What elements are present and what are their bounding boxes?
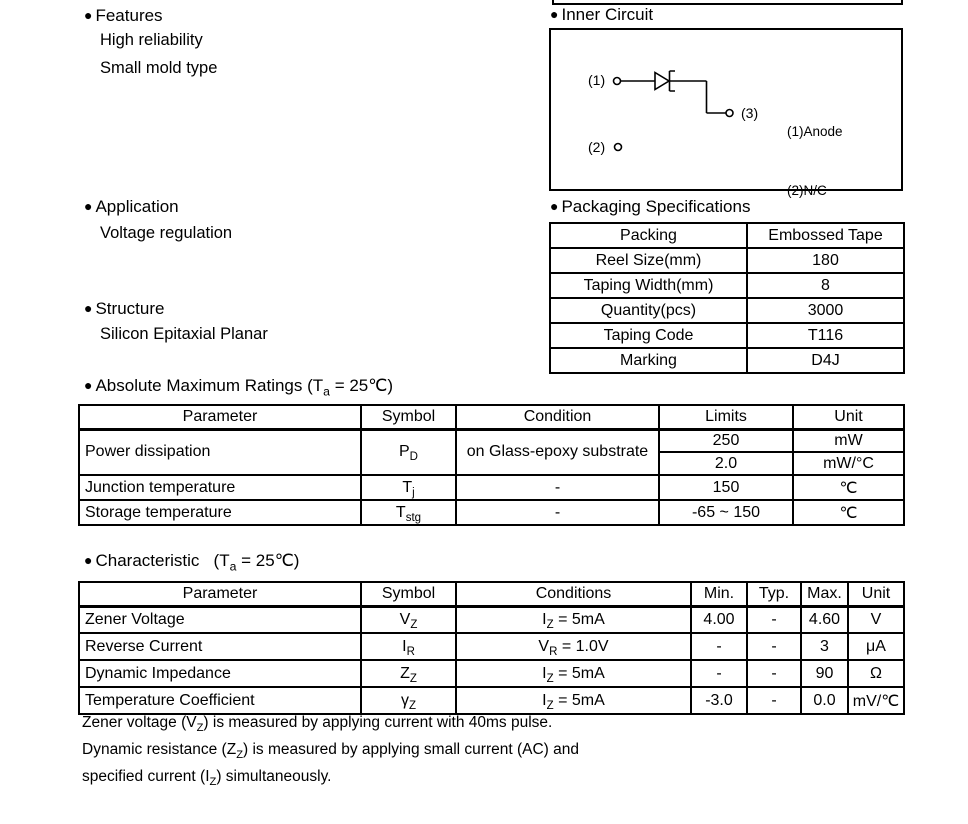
feature-item: Small mold type bbox=[100, 59, 218, 77]
packaging-title-text: Packaging Specifications bbox=[561, 197, 751, 216]
table-row bbox=[550, 323, 904, 348]
cell-limits: 150 bbox=[659, 475, 793, 500]
bullet-icon: ● bbox=[84, 7, 93, 23]
packaging-value: T116 bbox=[747, 323, 904, 348]
col-header: Parameter bbox=[79, 582, 361, 606]
cell-symbol: $Z_Z$ bbox=[361, 660, 456, 687]
pin-2-label: (2) bbox=[588, 139, 606, 155]
cell-min: - bbox=[691, 660, 747, 687]
packaging-value: 8 bbox=[747, 273, 904, 298]
pin-1-label: (1) bbox=[588, 72, 606, 88]
structure-title-text: Structure bbox=[95, 299, 165, 318]
cell-max: 4.60 bbox=[801, 606, 848, 633]
table-row bbox=[79, 429, 904, 452]
cell-parameter: Storage temperature bbox=[79, 500, 361, 525]
cell-typ: - bbox=[747, 633, 801, 660]
cell-unit: V bbox=[848, 606, 904, 633]
table-row bbox=[550, 223, 904, 248]
cell-conditions: $I_Z = 5mA$ bbox=[456, 687, 691, 714]
cell-parameter: Power dissipation bbox=[79, 429, 361, 475]
feature-item: High reliability bbox=[100, 31, 203, 49]
application-title bbox=[84, 197, 179, 217]
cell-condition: on Glass-epoxy substrate bbox=[456, 429, 659, 475]
table-row bbox=[550, 248, 904, 273]
col-header: Typ. bbox=[747, 582, 801, 606]
features-title-text: Features bbox=[95, 6, 163, 25]
cell-unit: Ω bbox=[848, 660, 904, 687]
cell-limits: 2.0 bbox=[659, 452, 793, 475]
amr-title-text: Absolute Maximum Ratings ($T_a$ = 25℃) bbox=[95, 376, 394, 399]
cell-symbol: $T_j$ bbox=[361, 475, 456, 500]
col-header: Limits bbox=[659, 405, 793, 429]
cell-conditions: $I_Z = 5mA$ bbox=[456, 660, 691, 687]
col-header: Condition bbox=[456, 405, 659, 429]
table-row bbox=[550, 348, 904, 373]
cell-symbol: $V_Z$ bbox=[361, 606, 456, 633]
features-title bbox=[84, 6, 163, 26]
table-row bbox=[550, 298, 904, 323]
table-row bbox=[79, 687, 904, 714]
table-header-row bbox=[79, 582, 904, 606]
cell-min: -3.0 bbox=[691, 687, 747, 714]
cell-condition: - bbox=[456, 500, 659, 525]
bullet-icon: ● bbox=[84, 300, 93, 316]
structure-title bbox=[84, 299, 164, 319]
cell-conditions: $I_Z = 5mA$ bbox=[456, 606, 691, 633]
table-row bbox=[550, 273, 904, 298]
cell-min: 4.00 bbox=[691, 606, 747, 633]
packaging-value: D4J bbox=[747, 348, 904, 373]
table-row bbox=[79, 606, 904, 633]
cell-max: 3 bbox=[801, 633, 848, 660]
cell-conditions: $V_R = 1.0V$ bbox=[456, 633, 691, 660]
cell-typ: - bbox=[747, 687, 801, 714]
cell-min: - bbox=[691, 633, 747, 660]
bullet-icon: ● bbox=[84, 198, 93, 214]
characteristic-title-text: Characteristic ($T_a$ = 25℃) bbox=[95, 551, 300, 574]
inner-circuit-title-text: Inner Circuit bbox=[561, 5, 654, 24]
packaging-label: Reel Size(mm) bbox=[550, 248, 747, 273]
cell-parameter: Temperature Coefficient bbox=[79, 687, 361, 714]
col-header: Symbol bbox=[361, 582, 456, 606]
col-header: Symbol bbox=[361, 405, 456, 429]
packaging-value: 3000 bbox=[747, 298, 904, 323]
footnote: Dynamic resistance $(Z_Z)$ is measured by applying small current (AC) and bbox=[82, 741, 579, 762]
cell-symbol: $P_D$ bbox=[361, 429, 456, 475]
cell-limits: 250 bbox=[659, 429, 793, 452]
cell-unit: mW/°C bbox=[793, 452, 904, 475]
cell-condition: - bbox=[456, 475, 659, 500]
table-row bbox=[79, 633, 904, 660]
characteristic-title bbox=[84, 551, 300, 574]
cell-symbol: $T_{stg}$ bbox=[361, 500, 456, 525]
cell-symbol: $I_R$ bbox=[361, 633, 456, 660]
structure-item: Silicon Epitaxial Planar bbox=[100, 325, 268, 343]
application-item: Voltage regulation bbox=[100, 224, 233, 242]
amr-title bbox=[84, 376, 394, 399]
legend-nc: (2)N/C bbox=[787, 182, 827, 198]
packaging-value: 180 bbox=[747, 248, 904, 273]
cell-unit: ℃ bbox=[793, 500, 904, 525]
packaging-label: Marking bbox=[550, 348, 747, 373]
application-title-text: Application bbox=[95, 197, 179, 216]
footnote: specified current $(I_Z)$ simultaneously. bbox=[82, 768, 332, 789]
packaging-label: Quantity(pcs) bbox=[550, 298, 747, 323]
footnote: Zener voltage $(V_Z)$ is measured by applying current with 40ms pulse. bbox=[82, 714, 553, 735]
col-header: Conditions bbox=[456, 582, 691, 606]
cell-symbol: $\gamma_Z$ bbox=[361, 687, 456, 714]
cell-unit: mV/℃ bbox=[848, 687, 904, 714]
bullet-icon: ● bbox=[84, 552, 93, 568]
inner-circuit-box bbox=[549, 28, 903, 198]
packaging-value: Embossed Tape bbox=[747, 223, 904, 248]
amr-table bbox=[78, 404, 905, 526]
table-row bbox=[79, 660, 904, 687]
cell-max: 0.0 bbox=[801, 687, 848, 714]
bullet-icon: ● bbox=[550, 198, 559, 214]
cell-max: 90 bbox=[801, 660, 848, 687]
cell-typ: - bbox=[747, 660, 801, 687]
cell-parameter: Zener Voltage bbox=[79, 606, 361, 633]
col-header: Max. bbox=[801, 582, 848, 606]
col-header: Unit bbox=[848, 582, 904, 606]
cell-unit: mW bbox=[793, 429, 904, 452]
bullet-icon: ● bbox=[84, 377, 93, 393]
pin-3-label: (3) bbox=[741, 105, 759, 121]
packaging-title bbox=[550, 197, 750, 217]
cell-parameter: Reverse Current bbox=[79, 633, 361, 660]
characteristic-table bbox=[78, 581, 905, 715]
packaging-label: Packing bbox=[550, 223, 747, 248]
inner-circuit-title bbox=[550, 5, 653, 25]
cell-parameter: Dynamic Impedance bbox=[79, 660, 361, 687]
table-row bbox=[79, 475, 904, 500]
cell-unit: ℃ bbox=[793, 475, 904, 500]
packaging-label: Taping Code bbox=[550, 323, 747, 348]
cell-typ: - bbox=[747, 606, 801, 633]
table-header-row bbox=[79, 405, 904, 429]
cell-limits: -65 ~ 150 bbox=[659, 500, 793, 525]
cell-unit: μA bbox=[848, 633, 904, 660]
legend-anode: (1)Anode bbox=[787, 124, 843, 139]
bullet-icon: ● bbox=[550, 6, 559, 22]
col-header: Unit bbox=[793, 405, 904, 429]
col-header: Parameter bbox=[79, 405, 361, 429]
table-row bbox=[79, 500, 904, 525]
packaging-label: Taping Width(mm) bbox=[550, 273, 747, 298]
packaging-table bbox=[549, 222, 905, 374]
col-header: Min. bbox=[691, 582, 747, 606]
cell-parameter: Junction temperature bbox=[79, 475, 361, 500]
